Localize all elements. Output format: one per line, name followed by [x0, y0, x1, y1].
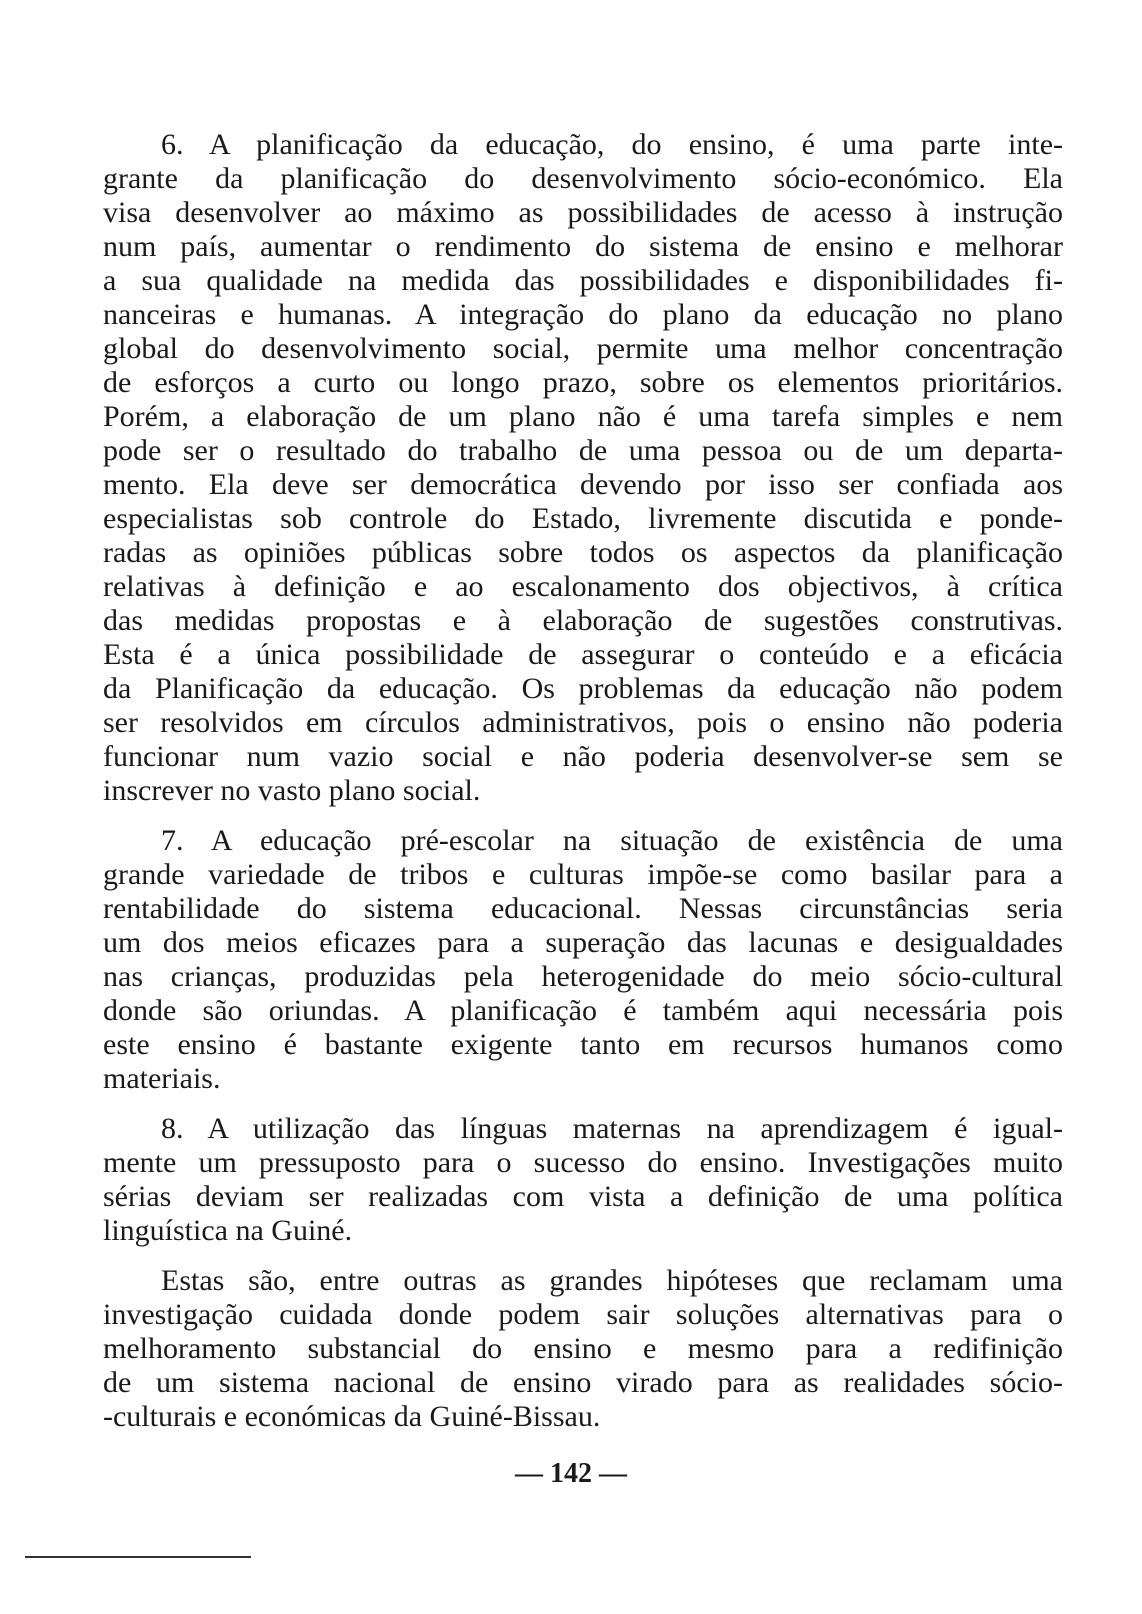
text-line: ser resolvidos em círculos administrativos, pois o ensino não poderia: [103, 706, 1063, 739]
text-line: global do desenvolvimento social, permite uma melhor concentração: [103, 332, 1063, 365]
text-line: linguística na Guiné.: [103, 1214, 353, 1247]
text-line: este ensino é bastante exigente tanto em recursos humanos como: [103, 1028, 1063, 1061]
text-line: radas as opiniões públicas sobre todos os aspectos da planificação: [103, 536, 1063, 569]
text-line: donde são oriundas. A planificação é também aqui necessária pois: [103, 994, 1063, 1027]
text-line: 7. A educação pré-escolar na situação de existência de uma: [161, 824, 1063, 857]
text-line: -culturais e económicas da Guiné-Bissau.: [103, 1400, 601, 1433]
text-line: especialistas sob controle do Estado, livremente discutida e ponde-: [103, 502, 1063, 535]
page-number: — 142 —: [515, 1458, 627, 1489]
text-line: pode ser o resultado do trabalho de uma pessoa ou de um departa-: [103, 434, 1063, 467]
text-line: grande variedade de tribos e culturas impõe-se como basilar para a: [103, 858, 1063, 891]
text-line: de esforços a curto ou longo prazo, sobre os elementos prioritários.: [103, 366, 1063, 399]
text-line: nanceiras e humanas. A integração do plano da educação no plano: [103, 298, 1063, 331]
text-line: relativas à definição e ao escalonamento dos objectivos, à crítica: [103, 570, 1063, 603]
text-line: materiais.: [103, 1062, 221, 1095]
text-line: sérias deviam ser realizadas com vista a definição de uma política: [103, 1180, 1063, 1213]
text-line: rentabilidade do sistema educacional. Nessas circunstâncias seria: [103, 892, 1063, 925]
paragraph: [103, 1264, 1063, 1434]
text-line: da Planificação da educação. Os problemas da educação não podem: [103, 672, 1063, 705]
paragraph: [103, 824, 1063, 1096]
text-line: num país, aumentar o rendimento do sistema de ensino e melhorar: [103, 230, 1063, 263]
footer-rule: [25, 1556, 251, 1558]
paragraph: [103, 128, 1063, 808]
text-line: visa desenvolver ao máximo as possibilidades de acesso à instrução: [103, 196, 1063, 229]
text-line: 8. A utilização das línguas maternas na aprendizagem é igual-: [161, 1112, 1063, 1145]
text-line: mento. Ela deve ser democrática devendo por isso ser confiada aos: [103, 468, 1063, 501]
text-line: Estas são, entre outras as grandes hipóteses que reclamam uma: [161, 1264, 1063, 1297]
text-line: Esta é a única possibilidade de assegurar o conteúdo e a eficácia: [103, 638, 1063, 671]
text-line: melhoramento substancial do ensino e mesmo para a redifinição: [103, 1332, 1063, 1365]
text-line: das medidas propostas e à elaboração de sugestões construtivas.: [103, 604, 1063, 637]
text-line: 6. A planificação da educação, do ensino, é uma parte inte-: [161, 128, 1063, 161]
text-line: um dos meios eficazes para a superação das lacunas e desigualdades: [103, 926, 1063, 959]
text-line: nas crianças, produzidas pela heterogenidade do meio sócio-cultural: [103, 960, 1063, 993]
text-line: a sua qualidade na medida das possibilidades e disponibilidades fi-: [103, 264, 1063, 297]
text-line: de um sistema nacional de ensino virado para as realidades sócio-: [103, 1366, 1063, 1399]
paragraph: [103, 1112, 1063, 1248]
text-line: mente um pressuposto para o sucesso do ensino. Investigações muito: [103, 1146, 1063, 1179]
text-line: investigação cuidada donde podem sair soluções alternativas para o: [103, 1298, 1063, 1331]
text-line: grante da planificação do desenvolvimento sócio-económico. Ela: [103, 162, 1063, 195]
text-line: inscrever no vasto plano social.: [103, 774, 481, 807]
text-line: funcionar num vazio social e não poderia desenvolver-se sem se: [103, 740, 1063, 773]
document-body: [103, 128, 1063, 1434]
text-line: Porém, a elaboração de um plano não é uma tarefa simples e nem: [103, 400, 1063, 433]
